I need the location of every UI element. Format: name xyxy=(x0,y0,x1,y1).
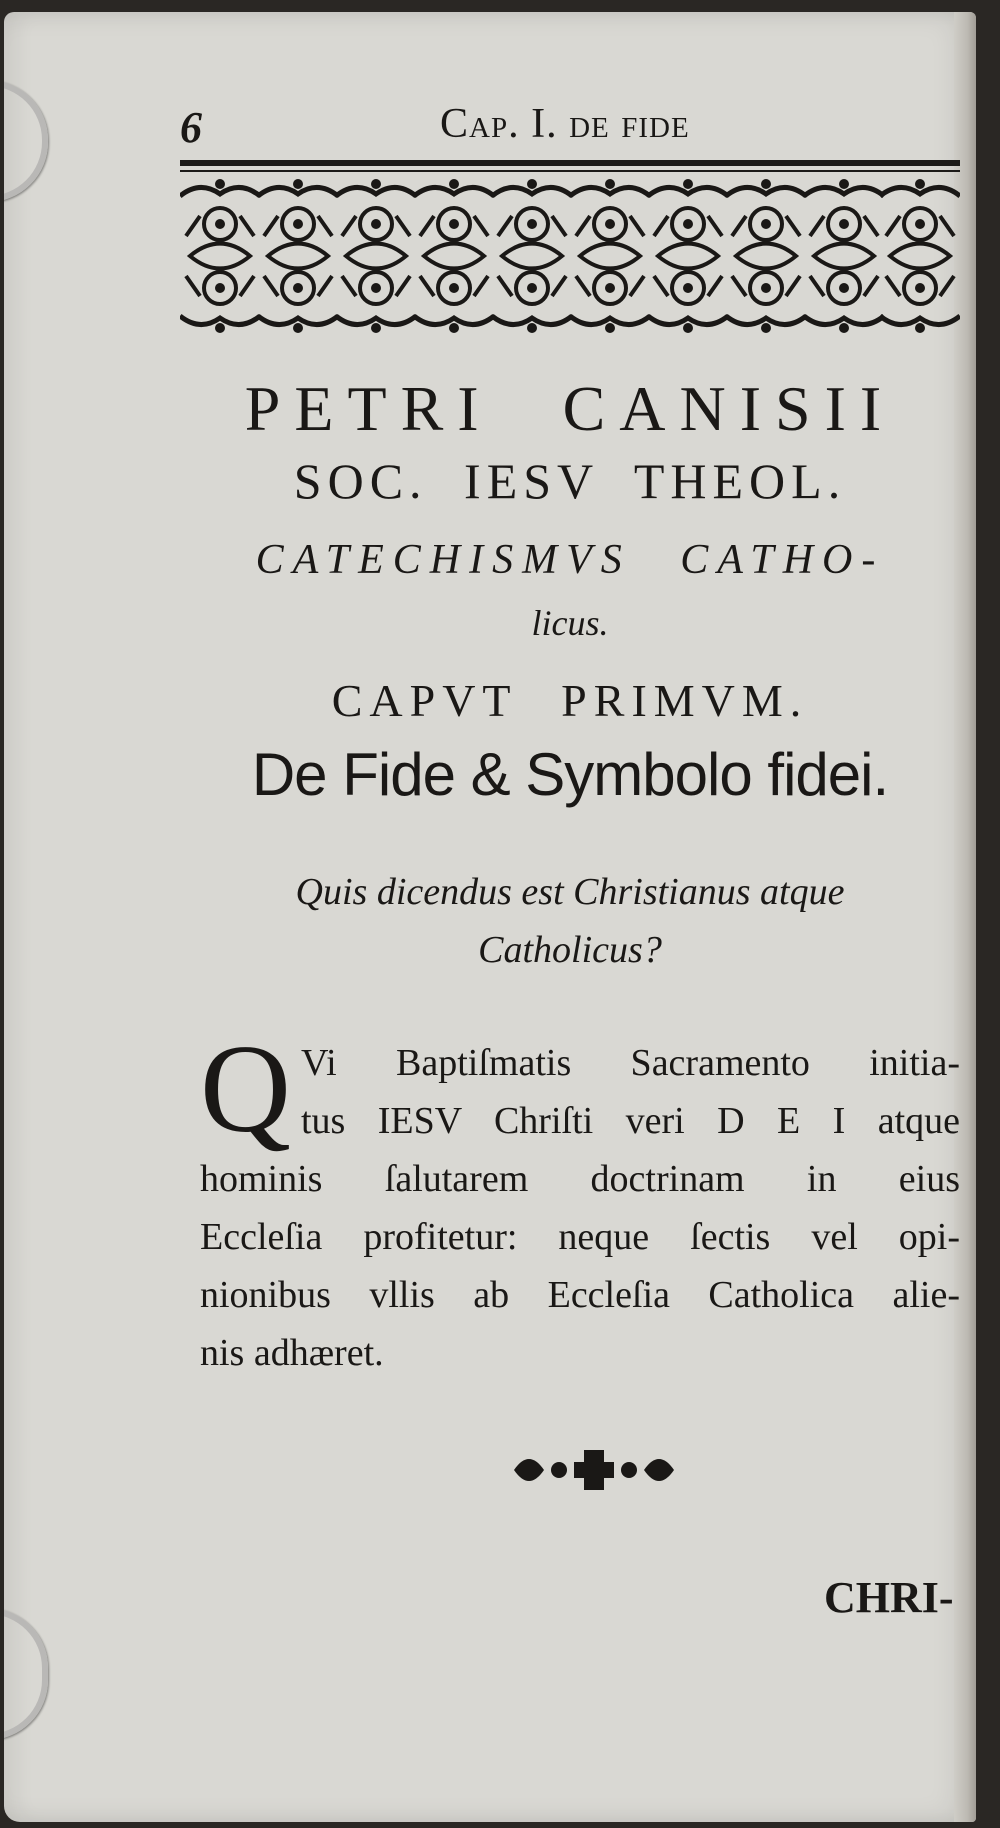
page-header xyxy=(180,94,960,150)
answer-line: nionibus vllis ab Eccleſia Catholica alie- xyxy=(200,1274,960,1316)
answer-line: Eccleſia profitetur: neque ſectis vel opi- xyxy=(200,1216,960,1258)
title-author: PETRI CANISII xyxy=(244,373,896,444)
chapter-heading: CAPVT PRIMVM. xyxy=(331,675,809,726)
answer-line: tus IESV Chriſti veri D E I atque xyxy=(301,1100,960,1142)
answer-paragraph xyxy=(200,1020,960,1382)
question-line-1: Quis dicendus est Christianus atque xyxy=(295,871,845,913)
binder-ring-icon xyxy=(4,1608,48,1740)
title-catechism-cont: licus. xyxy=(531,603,609,643)
title-catechism: CATECHISMVS CATHO- xyxy=(255,537,885,583)
floral-ornament-band-icon xyxy=(180,176,960,336)
header-rule-thin xyxy=(180,170,960,172)
catchword: CHRI- xyxy=(824,1573,954,1622)
book-page xyxy=(4,12,976,1822)
header-rule xyxy=(180,160,960,166)
title-society: SOC. IESV THEOL. xyxy=(293,453,847,509)
running-head: Cap. I. de fide xyxy=(440,101,690,147)
binder-ring-icon xyxy=(4,80,48,202)
answer-line: hominis ſalutarem doctrinam in eius xyxy=(200,1158,960,1200)
fleuron-ornament-icon xyxy=(504,1440,684,1500)
answer-line: Vi Baptiſmatis Sacramento initia- xyxy=(301,1042,960,1084)
chapter-subtitle: De Fide & Symbolo fidei. xyxy=(251,741,889,808)
answer-line: nis adhæret. xyxy=(200,1332,384,1374)
page-number: 6 xyxy=(180,103,202,152)
drop-cap: Q xyxy=(200,1020,291,1159)
question-line-2: Catholicus? xyxy=(478,929,662,971)
